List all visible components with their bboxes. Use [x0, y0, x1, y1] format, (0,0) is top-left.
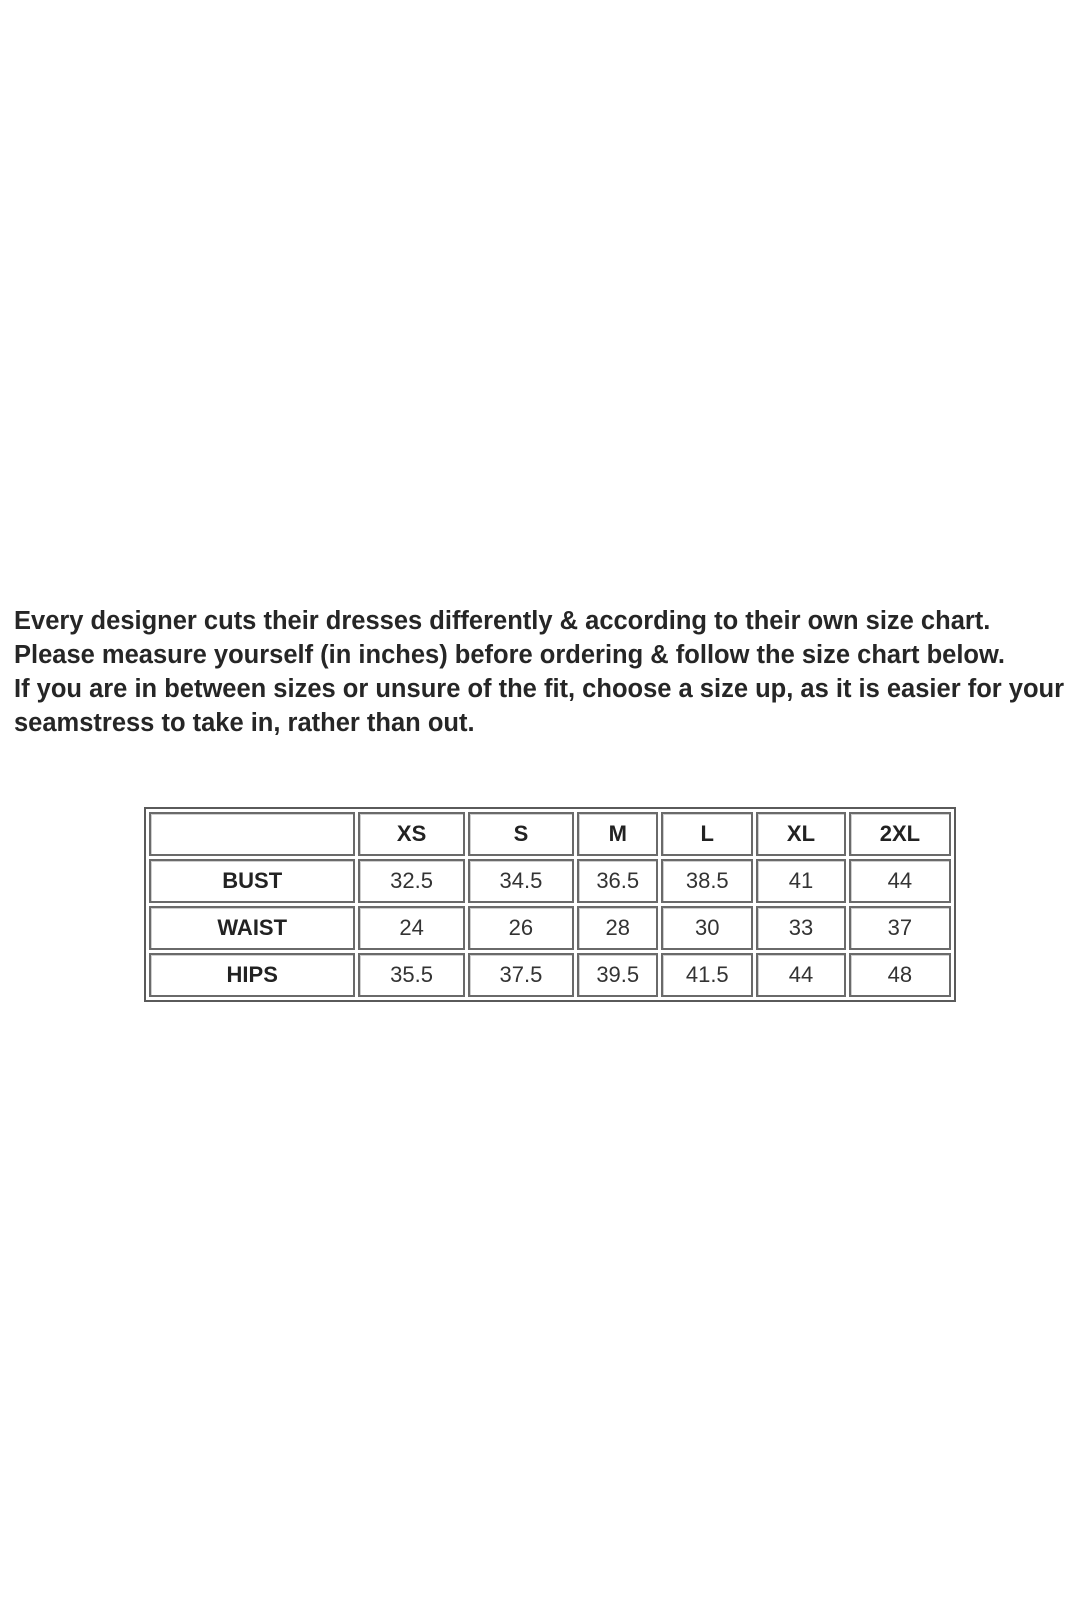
size-header-row	[149, 812, 951, 856]
table-cell: 33	[756, 906, 846, 950]
table-cell: 41.5	[661, 953, 753, 997]
table-cell: 24	[358, 906, 464, 950]
size-chart-corner-cell	[149, 812, 355, 856]
row-label-waist: WAIST	[149, 906, 355, 950]
size-guide-instructions	[14, 604, 1074, 740]
table-cell: 37	[849, 906, 951, 950]
size-chart-table	[144, 807, 956, 1002]
intro-paragraph-size-up: If you are in between sizes or unsure of the fit, choose a size up, as it is easier for your seamstress to take in, rather than out.	[14, 675, 1065, 737]
table-cell: 39.5	[577, 953, 658, 997]
size-header-s: S	[468, 812, 574, 856]
size-header-l: L	[661, 812, 753, 856]
row-label-hips: HIPS	[149, 953, 355, 997]
table-cell: 36.5	[577, 859, 658, 903]
size-header-xs: XS	[358, 812, 464, 856]
table-row-waist	[149, 906, 951, 950]
table-cell: 41	[756, 859, 846, 903]
table-cell: 34.5	[468, 859, 574, 903]
size-header-m: M	[577, 812, 658, 856]
table-cell: 32.5	[358, 859, 464, 903]
table-row-bust	[149, 859, 951, 903]
table-cell: 44	[756, 953, 846, 997]
intro-paragraph-measure: Every designer cuts their dresses differently & according to their own size chart. Please measure yourself (in inches) before ordering & follow the size chart below.	[14, 607, 1005, 669]
table-cell: 37.5	[468, 953, 574, 997]
row-label-bust: BUST	[149, 859, 355, 903]
size-header-2xl: 2XL	[849, 812, 951, 856]
table-cell: 48	[849, 953, 951, 997]
table-cell: 38.5	[661, 859, 753, 903]
table-cell: 28	[577, 906, 658, 950]
table-row-hips	[149, 953, 951, 997]
size-header-xl: XL	[756, 812, 846, 856]
table-cell: 30	[661, 906, 753, 950]
table-cell: 26	[468, 906, 574, 950]
table-cell: 44	[849, 859, 951, 903]
table-cell: 35.5	[358, 953, 464, 997]
